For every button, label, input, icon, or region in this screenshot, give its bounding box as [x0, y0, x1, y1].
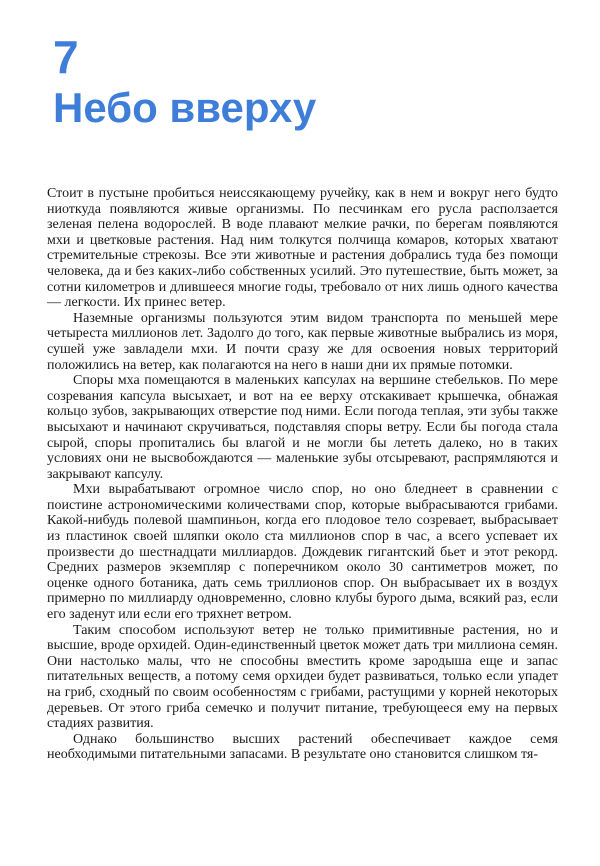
chapter-header [53, 31, 317, 131]
paragraph: Споры мха помещаются в маленьких капсулах на вершине стебельков. По мере созревания капсула высыхает, и вот на ее верху отскакивает крышечка, обнажая кольцо зубов, закрывающих отверстие под ними. Если погода теплая, эти зубы также высыхают и начинают скручиваться, подставляя споры ветру. Если бы погода стала сырой, споры пропитались бы влагой и не могли бы лететь далеко, но в таких условиях они не высвобождаются — маленькие зубы отсыревают, распрямляются и закрывают капсулу. [47, 373, 558, 482]
paragraph: Стоит в пустыне пробиться неиссякающему ручейку, как в нем и вокруг него будто ниоткуда появляются живые организмы. По песчинкам его русла расползается зеленая пелена водорослей. В воде плавают мелкие рачки, по берегам появляются мхи и цветковые растения. Над ним толкутся полчища комаров, которых хватают стремительные стрекозы. Все эти животные и растения добрались туда без помощи человека, да и без каких-либо собственных усилий. Это путешествие, быть может, за сотни километров и длившееся многие годы, требовало от них лишь одного качества — легкости. Их принес ветер. [47, 186, 558, 311]
chapter-title: Небо вверху [53, 84, 317, 131]
body-text [47, 186, 558, 763]
paragraph: Однако большинство высших растений обеспечивает каждое семя необходимыми питательными запасами. В результате оно становится слишком тя- [47, 731, 558, 763]
paragraph: Наземные организмы пользуются этим видом транспорта по меньшей мере четыреста миллионов лет. Задолго до того, как первые животные выбрались из моря, сушей уже завладели мхи. И почти сразу же для освоения новых территорий положились на ветер, как полагаются на него в наши дни их прямые потомки. [47, 310, 558, 373]
paragraph: Мхи вырабатывают огромное число спор, но оно бледнеет в сравнении с поистине астрономическими количествами спор, которые выбрасываются грибами. Какой-нибудь полевой шампиньон, когда его плодовое тело созревает, выбрасывает из пластинок своей шляпки около ста миллионов спор в час, а всего успевает их произвести до шестнадцати миллиардов. Дождевик гигантский бьет и этот рекорд. Средних размеров экземпляр с поперечником около 30 сантиметров может, по оценке одного ботаника, дать семь триллионов спор. Он выбрасывает их в воздух примерно по миллиарду одновременно, словно клубы бурого дыма, всякий раз, если его заденут или если его тряхнет ветром. [47, 482, 558, 623]
paragraph: Таким способом используют ветер не только примитивные растения, но и высшие, вроде орхидей. Один-единственный цветок может дать три миллиона семян. Они настолько малы, что не способны вместить кроме зародыша еще и запас питательных веществ, а потому семя орхидеи будет развиваться, только если упадет на гриб, сходный по своим особенностям с грибами, растущими у корней некоторых деревьев. От этого гриба семечко и получит питание, требующееся ему на первых стадиях развития. [47, 622, 558, 732]
chapter-number: 7 [53, 31, 79, 83]
